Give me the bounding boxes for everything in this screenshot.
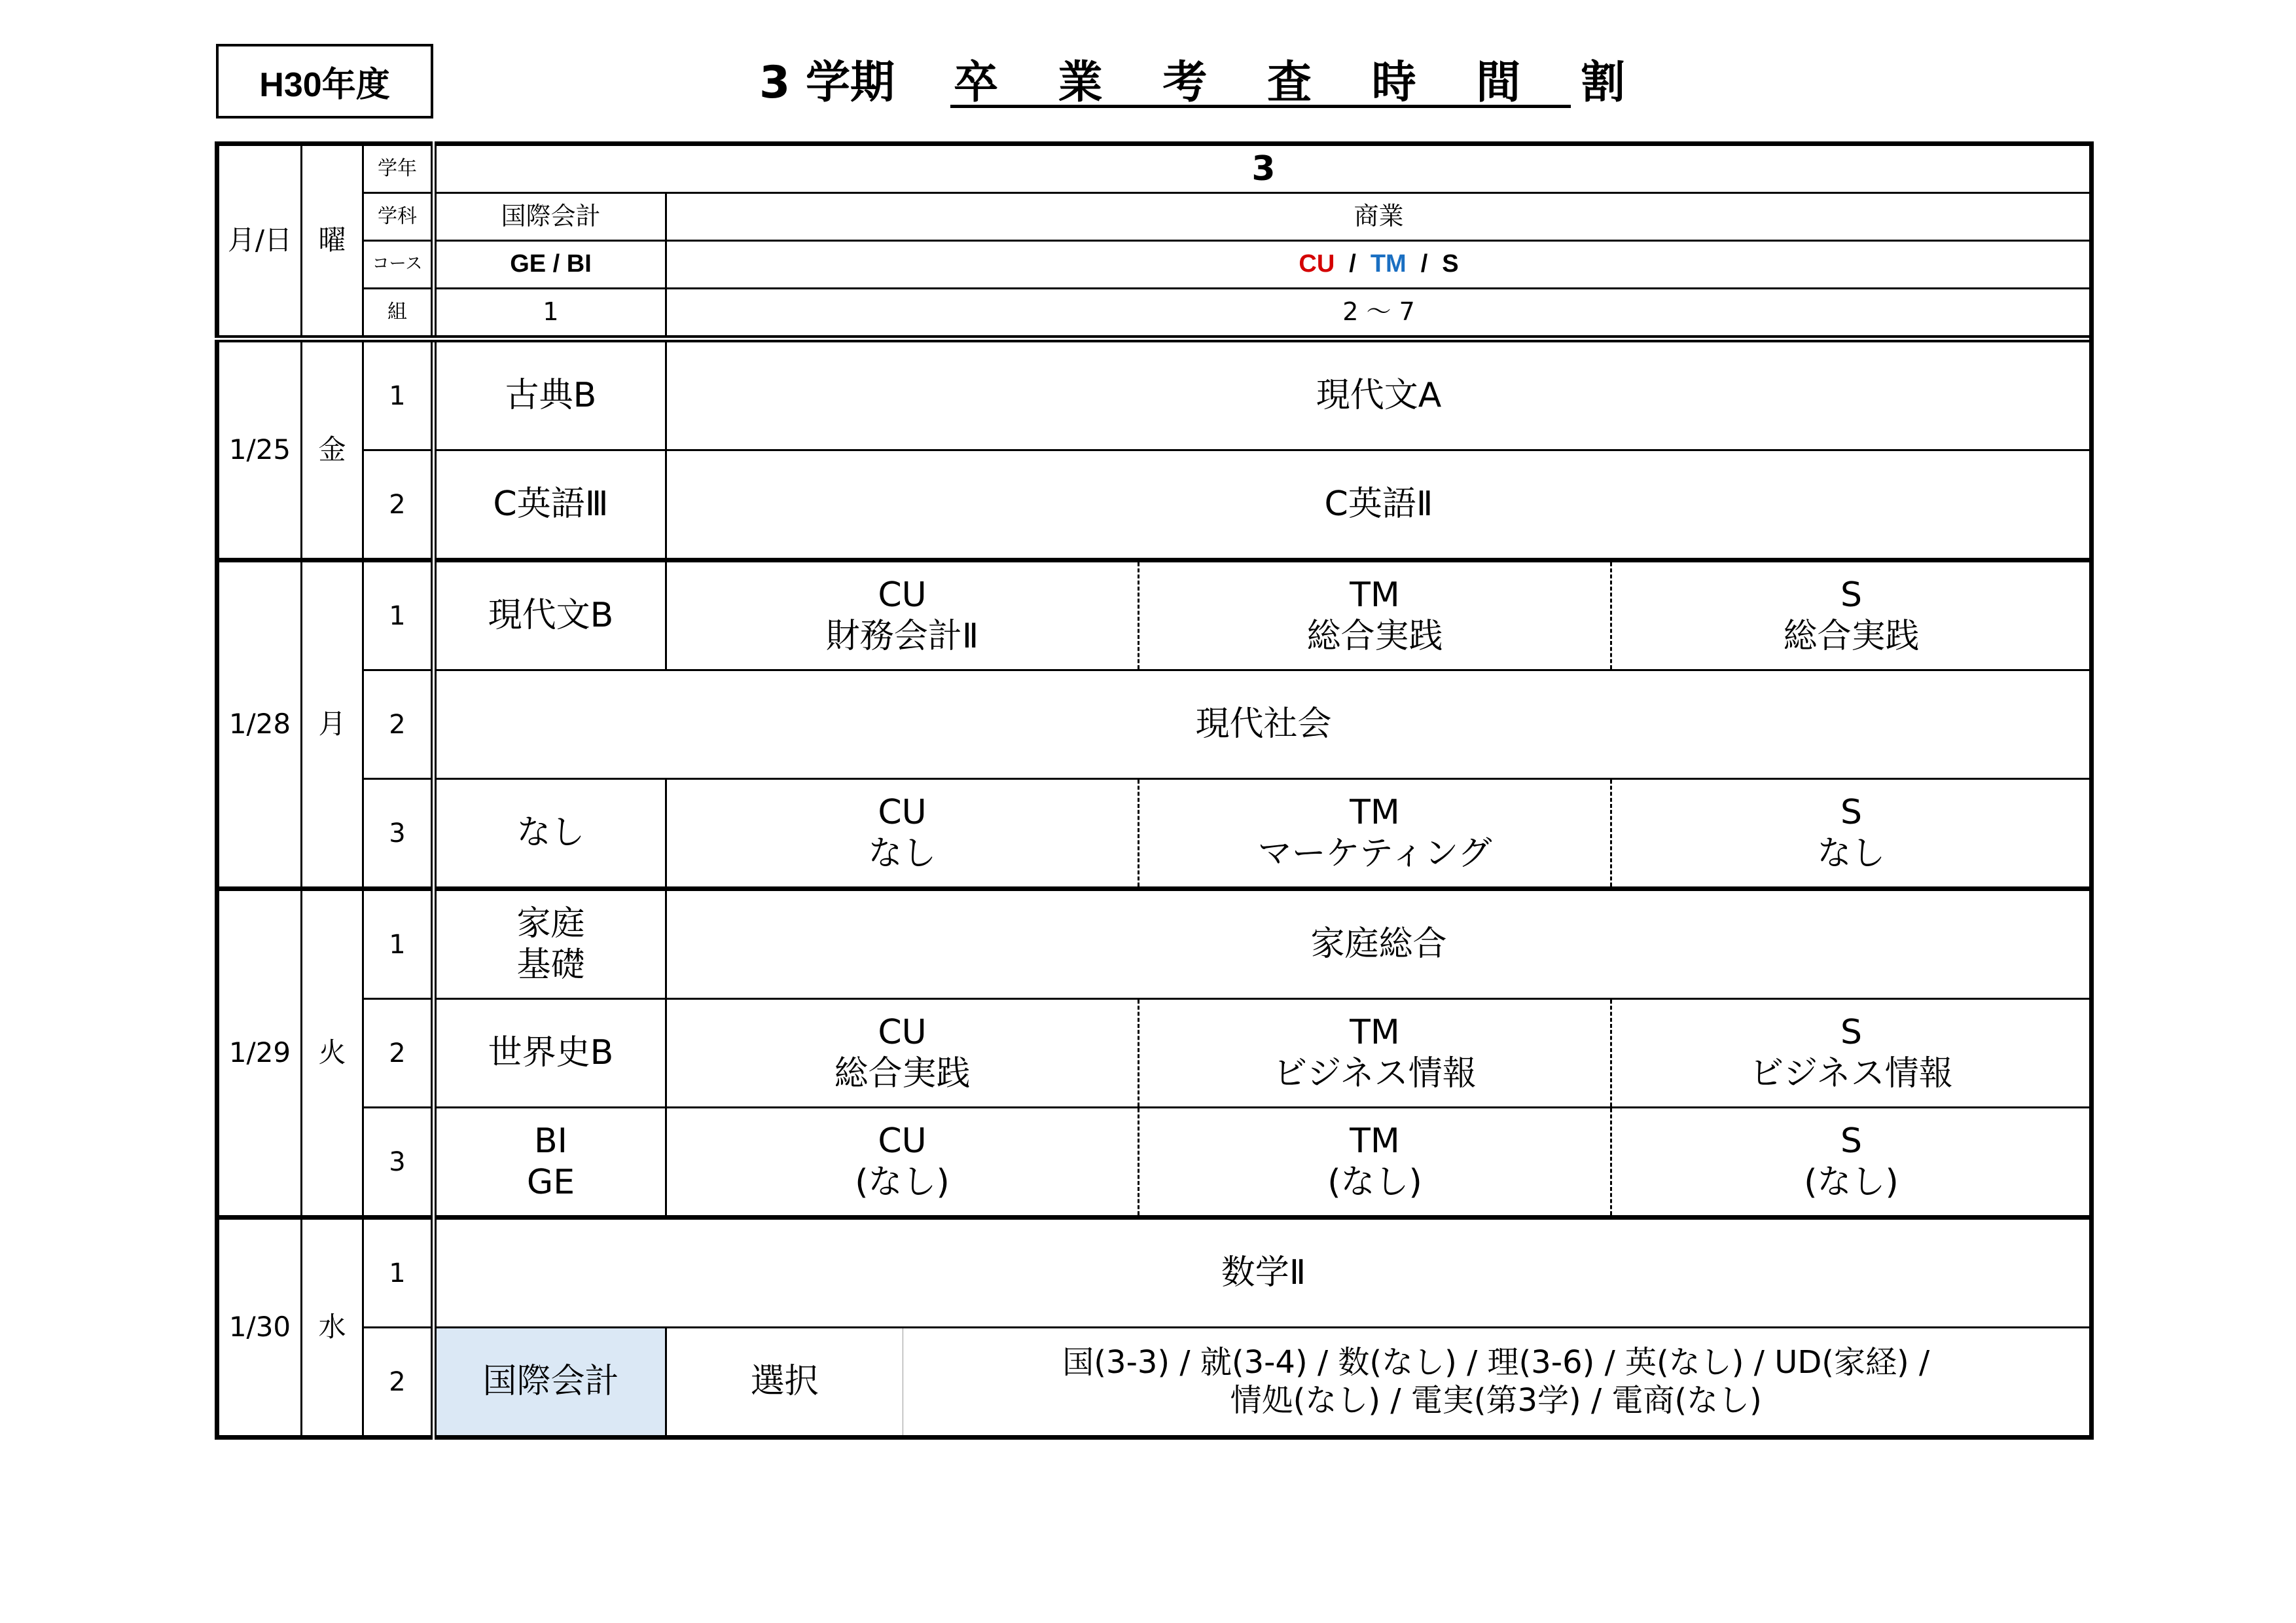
title-text: 卒 業 考 査 時 間 割 [954,56,1648,109]
date-cell: 1/25 [217,339,302,560]
elective-label: 選択 [750,1362,819,1402]
header-dept-label: 学科 [363,193,434,241]
table-row [217,779,2092,889]
class-intl: 1 [434,289,666,339]
intl-subject: なし [434,779,666,889]
course-cu: CU [1299,250,1335,278]
period-cell: 3 [363,779,434,889]
subject-name: ビジネス情報 [1749,1053,1953,1093]
subject-line: GE [526,1162,575,1202]
dept-commerce: 商業 [666,193,2092,241]
subject-name: 総合実践 [834,1053,971,1093]
subject-name: (なし) [855,1162,950,1202]
intl-subject: 現代文B [434,560,666,670]
elective-note [903,1328,2089,1435]
date-cell: 1/30 [217,1218,302,1438]
commerce-subject: 現代文A [666,339,2092,450]
s-subject [1611,999,2092,1108]
header-course-label: コース [363,241,434,289]
commerce-subject: 家庭総合 [666,889,2092,999]
tm-subject [1139,999,1611,1108]
cu-subject [666,779,1139,889]
table-row [217,1328,2092,1438]
course-code: TM [1350,575,1400,615]
s-subject [1611,1108,2092,1218]
course-code: CU [878,793,927,833]
period-cell: 2 [363,670,434,779]
tm-subject [1139,779,1611,889]
subject-line: 基礎 [516,945,585,985]
table-row [217,560,2092,670]
course-code: S [1840,793,1862,833]
note-line: 情処(なし) / 電実(第3学) / 電商(なし) [1230,1381,1762,1419]
subject-name: マーケティング [1257,833,1492,873]
table-row [217,450,2092,560]
commerce-subject: C英語Ⅱ [666,450,2092,560]
course-code: S [1840,1122,1862,1161]
period-cell: 3 [363,1108,434,1218]
period-cell: 2 [363,999,434,1108]
term-label: 3 学期 [759,56,895,109]
table-row [217,999,2092,1108]
date-cell: 1/29 [217,889,302,1218]
table-row [217,670,2092,779]
period-cell: 2 [363,450,434,560]
common-subject: 現代社会 [434,670,2092,779]
intl-subject: C英語Ⅲ [434,450,666,560]
tm-subject [1139,560,1611,670]
intl-subject: 世界史B [434,999,666,1108]
header-grade-label: 学年 [363,144,434,193]
subject-name: ビジネス情報 [1273,1053,1477,1093]
s-subject [1611,779,2092,889]
course-code: TM [1350,1013,1400,1053]
subject-name: なし [1817,833,1886,873]
period-cell: 1 [363,1218,434,1328]
subject-name: なし [868,833,937,873]
intl-subject: 古典B [434,339,666,450]
tm-subject [1139,1108,1611,1218]
course-slash: / [1420,250,1428,278]
year-label: H30年度 [216,44,433,119]
table-row [217,339,2092,450]
common-subject: 数学Ⅱ [434,1218,2092,1328]
cu-subject [666,999,1139,1108]
s-subject [1611,560,2092,670]
course-code: TM [1350,793,1400,833]
course-code: CU [878,1013,927,1053]
course-code: S [1840,1013,1862,1053]
cu-subject [666,1108,1139,1218]
cu-subject [666,560,1139,670]
course-code: S [1840,575,1862,615]
date-cell: 1/28 [217,560,302,889]
intl-subject [434,889,666,999]
course-intl: GE / BI [434,241,666,289]
table-row [217,889,2092,999]
course-commerce [666,241,2092,289]
period-cell: 2 [363,1328,434,1438]
intl-subject: 国際会計 [434,1328,666,1438]
course-slash: / [1349,250,1356,278]
exam-timetable [215,141,2094,1440]
subject-name: 財務会計Ⅱ [825,616,979,656]
course-code: TM [1350,1122,1400,1161]
title-underline [950,105,1571,108]
day-cell: 金 [302,339,363,560]
grade-value: 3 [434,144,2092,193]
table-row [217,1108,2092,1218]
header-date: 月/日 [217,144,302,339]
dept-intl: 国際会計 [434,193,666,241]
subject-name: (なし) [1804,1162,1899,1202]
period-cell: 1 [363,560,434,670]
intl-subject [434,1108,666,1218]
day-cell: 水 [302,1218,363,1438]
day-cell: 月 [302,560,363,889]
course-code: CU [878,1122,927,1161]
header-class-label: 組 [363,289,434,339]
period-cell: 1 [363,889,434,999]
note-line: 国(3-3) / 就(3-4) / 数(なし) / 理(3-6) / 英(なし) / UD(家経) / [1062,1343,1930,1381]
elective-cell [666,1328,2092,1438]
subject-name: 総合実践 [1306,616,1443,656]
subject-line: 家庭 [516,904,585,944]
day-cell: 火 [302,889,363,1218]
subject-name: 総合実践 [1783,616,1920,656]
page-title [759,46,1647,111]
elective-table [667,1328,2089,1435]
subject-line: BI [533,1122,567,1161]
class-commerce: 2 ～ 7 [666,289,2092,339]
course-s: S [1442,250,1459,278]
subject-name: (なし) [1327,1162,1422,1202]
course-tm: TM [1370,250,1407,278]
table-row [217,1218,2092,1328]
course-code: CU [878,575,927,615]
period-cell: 1 [363,339,434,450]
header-day: 曜 [302,144,363,339]
